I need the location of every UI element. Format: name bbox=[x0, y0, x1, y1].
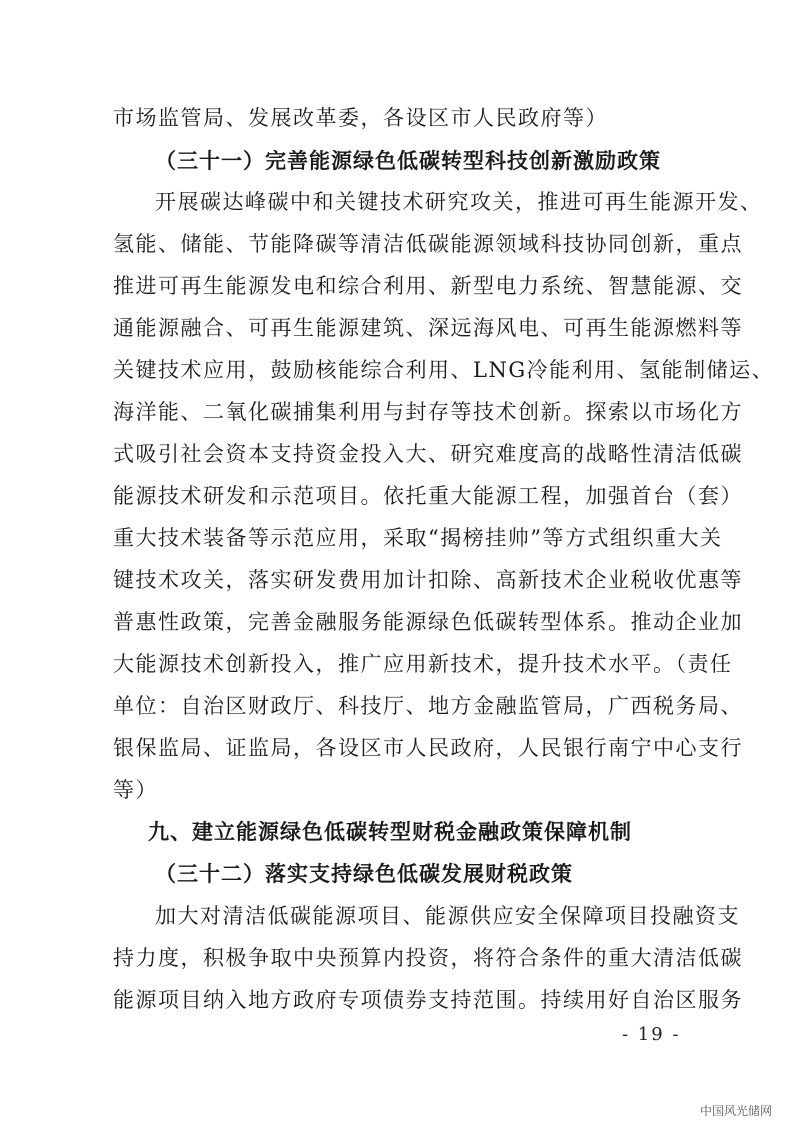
section-heading: （三十一）完善能源绿色低碳转型科技创新激励政策 bbox=[155, 149, 661, 173]
text-line: 通能源融合、可再生能源建筑、深远海风电、可再生能源燃料等 bbox=[113, 316, 743, 340]
chapter-heading: 九、建立能源绿色低碳转型财税金融政策保障机制 bbox=[148, 820, 632, 844]
text-line: 普惠性政策，完善金融服务能源绿色低碳转型体系。推动企业加 bbox=[113, 610, 743, 634]
text-line: 海洋能、二氧化碳捕集利用与封存等技术创新。探索以市场化方 bbox=[113, 400, 743, 424]
text-line: 大能源技术创新投入，推广应用新技术，提升技术水平。（责任 bbox=[113, 652, 733, 676]
text-line: 能源项目纳入地方政府专项债券支持范围。持续用好自治区服务 bbox=[113, 988, 743, 1012]
text-line: 重大技术装备等示范应用，采取“揭榜挂帅”等方式组织重大关 bbox=[113, 526, 723, 550]
text-line: 关键技术应用，鼓励核能综合利用、LNG冷能利用、氢能制储运、 bbox=[113, 358, 775, 382]
text-line: 加大对清洁低碳能源项目、能源供应安全保障项目投融资支 bbox=[155, 904, 740, 928]
text-line: 氢能、储能、节能降碳等清洁低碳能源领域科技协同创新，重点 bbox=[113, 232, 743, 256]
text-line: 单位：自治区财政厅、科技厅、地方金融监管局，广西税务局、 bbox=[113, 694, 743, 718]
page-number: - 19 - bbox=[622, 1024, 681, 1045]
text-line: 式吸引社会资本支持资金投入大、研究难度高的战略性清洁低碳 bbox=[113, 442, 743, 466]
text-line: 能源技术研发和示范项目。依托重大能源工程，加强首台（套） bbox=[113, 484, 743, 508]
text-line: 开展碳达峰碳中和关键技术研究攻关，推进可再生能源开发、 bbox=[155, 190, 763, 214]
section-heading: （三十二）落实支持绿色低碳发展财税政策 bbox=[155, 862, 573, 886]
text-line: 持力度，积极争取中央预算内投资，将符合条件的重大清洁低碳 bbox=[113, 946, 743, 970]
text-line: 推进可再生能源发电和综合利用、新型电力系统、智慧能源、交 bbox=[113, 274, 743, 298]
text-line: 银保监局、证监局，各设区市人民政府，人民银行南宁中心支行 bbox=[113, 736, 743, 760]
text-line: 市场监管局、发展改革委，各设区市人民政府等） bbox=[113, 106, 608, 130]
watermark: 中国风光储网 bbox=[700, 1104, 773, 1118]
text-line: 键技术攻关，落实研发费用加计扣除、高新技术企业税收优惠等 bbox=[113, 568, 743, 592]
text-line: 等） bbox=[113, 778, 158, 802]
